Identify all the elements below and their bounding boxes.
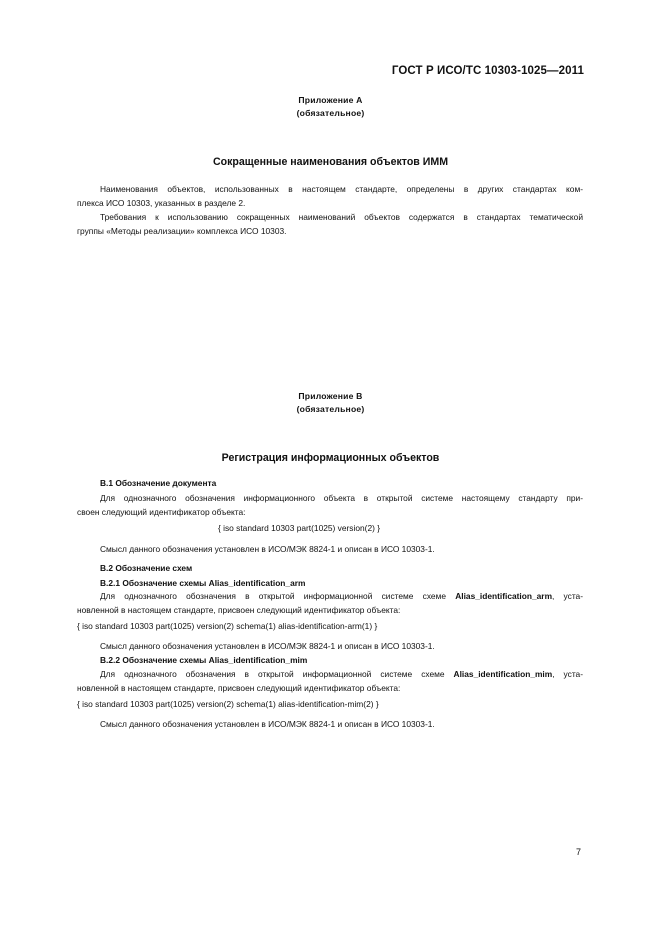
annex-b-status: (обязательное) (296, 404, 365, 414)
b21-heading (100, 577, 606, 590)
b21-text-line2: новленной в настоящем стандарте, присвоен следующий идентификатор объекта: (77, 605, 401, 615)
b22-text-line1-schema: Alias_identification_mim (453, 669, 553, 679)
b21-heading-schema: Alias_identification_arm (208, 578, 306, 588)
b22-meaning: Смысл данного обозначения установлен в ИСО/МЭК 8824-1 и описан в ИСО 10303-1. (100, 719, 435, 729)
annex-a-status: (обязательное) (296, 108, 365, 118)
b22-text-line2: новленной в настоящем стандарте, присвоен следующий идентификатор объекта: (77, 683, 401, 693)
b22-heading (100, 654, 606, 667)
b22-text-line1 (100, 668, 583, 681)
b22-text-line1-prefix: Для однозначного обозначения в открытой информационной системе схеме (100, 669, 454, 679)
b1-text-line1: Для однозначного обозначения информационного объекта в открытой системе настоящему стандарту при- (100, 493, 583, 503)
b22-text-line1-suffix: , уста- (552, 669, 584, 679)
b1-identifier: { iso standard 10303 part(1025) version(2) } (218, 523, 381, 533)
annex-b-title: Регистрация информационных объектов (221, 452, 440, 464)
b1-heading: В.1 Обозначение документа (100, 478, 217, 488)
b21-text-line1 (100, 590, 583, 603)
page-number: 7 (575, 847, 581, 857)
b2-heading: В.2 Обозначение схем (100, 563, 193, 573)
b22-heading-schema: Alias_identification_mim (208, 655, 308, 665)
b21-meaning: Смысл данного обозначения установлен в ИСО/МЭК 8824-1 и описан в ИСО 10303-1. (100, 641, 435, 651)
annex-a-para2-line1: Требования к использованию сокращенных наименований объектов содержатся в стандартах тематической (100, 212, 583, 222)
b21-text-line1-prefix: Для однозначного обозначения в открытой информационной системе схеме (100, 591, 456, 601)
b21-text-line1-schema: Alias_identification_arm (455, 591, 553, 601)
b21-identifier: { iso standard 10303 part(1025) version(2) schema(1) alias-identification-arm(1) } (77, 621, 378, 631)
b21-heading-prefix: В.2.1 Обозначение схемы (100, 578, 209, 588)
annex-b-label: Приложение В (298, 391, 363, 401)
annex-a-title: Сокращенные наименования объектов ИММ (212, 156, 449, 168)
b1-meaning: Смысл данного обозначения установлен в ИСО/МЭК 8824-1 и описан в ИСО 10303-1. (100, 544, 435, 554)
b21-text-line1-suffix: , уста- (552, 591, 584, 601)
annex-a-para2-line2: группы «Методы реализации» комплекса ИСО 10303. (77, 226, 287, 236)
document-header: ГОСТ Р ИСО/ТС 10303-1025—2011 (391, 65, 584, 77)
b22-identifier: { iso standard 10303 part(1025) version(2) schema(1) alias-identification-mim(2) } (77, 699, 379, 709)
annex-a-label: Приложение А (298, 95, 363, 105)
annex-a-para1-line2: плекса ИСО 10303, указанных в разделе 2. (77, 198, 246, 208)
b22-heading-prefix: В.2.2 Обозначение схемы (100, 655, 209, 665)
annex-a-para1-line1: Наименования объектов, использованных в настоящем стандарте, определены в других стандартах ком- (100, 184, 583, 194)
b1-text-line2: своен следующий идентификатор объекта: (77, 507, 246, 517)
